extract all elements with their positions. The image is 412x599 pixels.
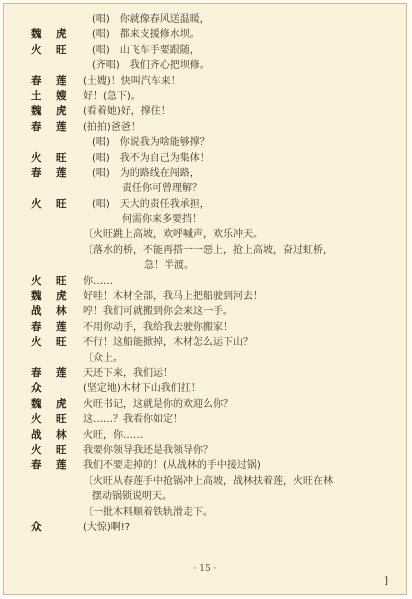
script-line <box>4 289 406 304</box>
stage-direction <box>4 474 406 489</box>
stage-direction <box>4 489 406 504</box>
script-line <box>4 335 406 350</box>
line-text: 我们不要走掉的！(从战林的手中接过锅) <box>83 460 261 472</box>
script-line <box>4 27 406 42</box>
line-text: (唱) 山飞车手要跟随， <box>92 44 200 56</box>
line-text: (唱) 你说我为啥能够撑？ <box>92 137 210 149</box>
line-text: 哼！我们可就搬到你会来这一手。 <box>83 306 233 318</box>
script-line <box>4 166 406 181</box>
script-line <box>4 274 406 289</box>
line-text: (大惊)啊!? <box>83 521 131 533</box>
line-text: (土嫂)！快叫汽车来！ <box>83 75 181 87</box>
script-line <box>4 428 406 443</box>
speaker-name: 魏 虎 <box>31 290 69 303</box>
speaker-name: 春 莲 <box>31 74 69 87</box>
stage-direction <box>4 243 406 258</box>
script-line <box>4 458 406 473</box>
edge-mark: ] <box>384 576 388 587</box>
line-text: (看着她)好，撑住！ <box>83 106 171 118</box>
script-page <box>3 3 407 595</box>
line-text: (齐唱) 我们齐心把坝修。 <box>92 60 210 72</box>
line-text: 火旺书记，这就是你的欢迎么你？ <box>83 398 233 410</box>
line-text: (唱) 天大的责任我承担， <box>92 198 210 210</box>
page-number: · 15 · <box>193 564 217 574</box>
line-text: 〔一批木料顺着铁轨滑走下。 <box>83 506 213 518</box>
line-text: (唱) 我不为自己为集体！ <box>92 152 210 164</box>
speaker-name: 春 莲 <box>31 166 69 179</box>
speaker-name: 火 旺 <box>31 197 69 210</box>
script-line <box>4 412 406 427</box>
line-text: 不行！这船能掀掉，木材怎么运下山？ <box>83 337 253 349</box>
line-text: 〔落水的桥，不能再搭一一惡上，抢上高坡，奋过虹桥， <box>83 244 333 256</box>
line-text: 这……？我看你如定！ <box>83 414 183 426</box>
stage-direction <box>4 258 406 273</box>
speaker-name: 春 莲 <box>31 120 69 133</box>
script-line <box>4 212 406 227</box>
script-line <box>4 104 406 119</box>
script-line <box>4 74 406 89</box>
speaker-name: 魏 虎 <box>31 397 69 410</box>
script-line <box>4 397 406 412</box>
speaker-name: 土 嫂 <box>31 89 69 102</box>
stage-direction <box>4 351 406 366</box>
script-line <box>4 43 406 58</box>
line-text: 〔众上。 <box>83 352 123 364</box>
script-line <box>4 120 406 135</box>
line-text: (唱) 你就像春风送温暖， <box>92 14 210 25</box>
line-text: (坚定地)木材下山我们扛！ <box>83 383 201 395</box>
stage-direction <box>4 227 406 242</box>
line-text: (拍拍)爸爸！ <box>83 121 141 133</box>
speaker-name: 众 <box>31 520 44 533</box>
stage-direction <box>4 505 406 520</box>
line-text: 好！(急下)。 <box>83 90 141 102</box>
script-line <box>4 304 406 319</box>
script-line <box>4 135 406 150</box>
script-line <box>4 89 406 104</box>
speaker-name: 火 旺 <box>31 274 69 287</box>
script-line <box>4 181 406 196</box>
speaker-name: 众 <box>31 382 44 395</box>
script-line <box>4 443 406 458</box>
script-line <box>4 12 406 27</box>
line-text: 天还下来，我们运！ <box>83 367 173 379</box>
line-text: 火旺，你…… <box>83 429 143 441</box>
speaker-name: 春 莲 <box>31 366 69 379</box>
line-text: 〔火旺从春莲手中抢锅冲上高坡，战林扶着莲，火旺在林 <box>83 475 333 487</box>
script-line <box>4 197 406 212</box>
speaker-name: 火 旺 <box>31 43 69 56</box>
speaker-name: 火 旺 <box>31 413 69 426</box>
line-text: (唱) 为的路线在闯路， <box>92 167 200 179</box>
speaker-name: 魏 虎 <box>31 28 69 41</box>
line-text: 摆动锅锁说明天。 <box>92 491 172 503</box>
line-text: 我要你领导我还是我领导你？ <box>83 444 213 456</box>
script-line <box>4 58 406 73</box>
script-line <box>4 151 406 166</box>
speaker-name: 魏 虎 <box>31 105 69 118</box>
script-line <box>4 366 406 381</box>
line-text: 好哇！木材全部，我马上把船驶到河去！ <box>83 291 263 303</box>
line-text: 不用你动手，我给我去驶你搬家！ <box>83 321 233 333</box>
script-line <box>4 520 406 535</box>
line-text: (唱) 都来支援修水坝。 <box>92 29 200 41</box>
speaker-name: 春 莲 <box>31 459 69 472</box>
line-text: 责任你可曾理解？ <box>122 183 202 195</box>
script-line <box>4 320 406 335</box>
speaker-name: 火 旺 <box>31 336 69 349</box>
speaker-name: 火 旺 <box>31 151 69 164</box>
speaker-name: 战 林 <box>31 305 69 318</box>
script-line <box>4 381 406 396</box>
speaker-name: 战 林 <box>31 428 69 441</box>
line-text: 〔火旺跳上高坡，欢呼喊声，欢乐冲天。 <box>83 229 263 241</box>
script-lines <box>4 12 406 535</box>
line-text: 急！半渡。 <box>144 260 194 272</box>
line-text: 何需你来多要挡！ <box>122 214 202 226</box>
line-text: 你…… <box>83 275 113 287</box>
speaker-name: 火 旺 <box>31 443 69 456</box>
speaker-name: 春 莲 <box>31 320 69 333</box>
